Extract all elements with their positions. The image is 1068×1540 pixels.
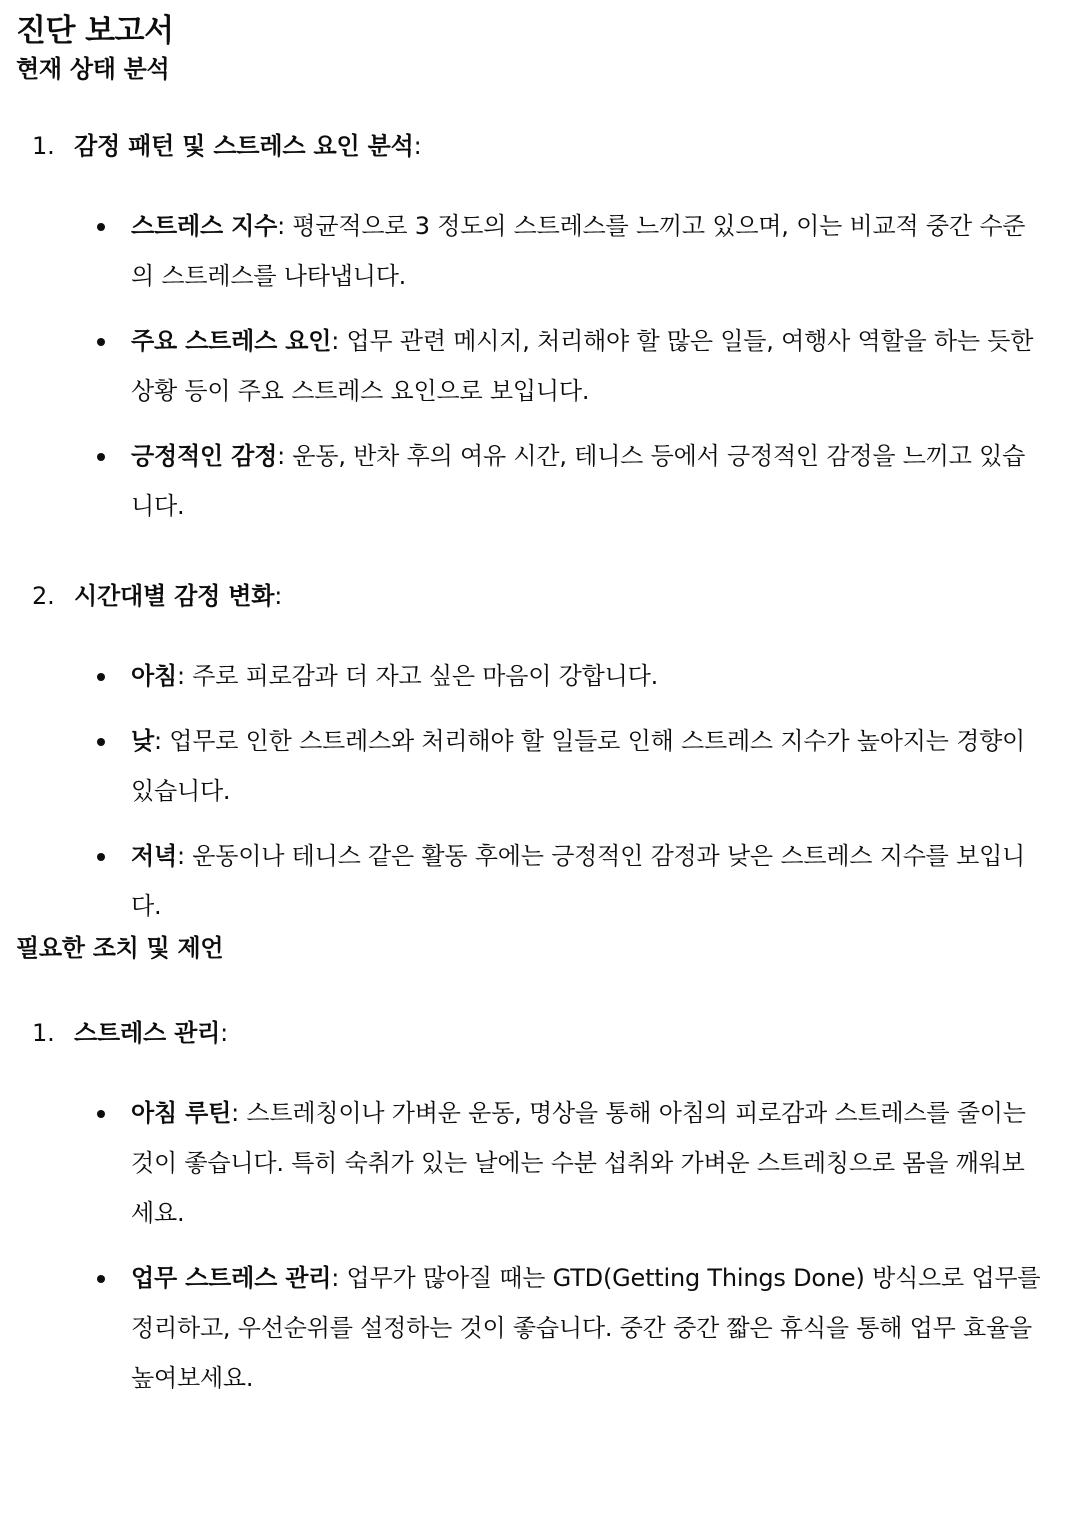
bullet-label: 스트레스 지수: [131, 212, 278, 240]
step-number: 2.: [32, 582, 55, 610]
bullet-text: : 업무 관련 메시지, 처리해야 할 많은 일들, 여행사 역할을 하는 듯한 상황 등이 주요 스트레스 요인으로 보입니다.: [131, 327, 1034, 405]
step-heading: [32, 129, 1044, 163]
bullet-label: 긍정적인 감정: [131, 442, 278, 470]
bullet-text: : 스트레칭이나 가벼운 운동, 명상을 통해 아침의 피로감과 스트레스를 줄이는 것이 좋습니다. 특히 숙취가 있는 날에는 수분 섭취와 가벼운 스트레칭으로 몸을 깨워보세요.: [131, 1099, 1026, 1227]
bullet-morning: [74, 651, 1044, 701]
bullet-dot: [97, 738, 105, 746]
bullet-text: : 주로 피로감과 더 자고 싶은 마음이 강합니다.: [176, 662, 658, 690]
section-heading-current-status: 현재 상태 분석: [16, 55, 170, 83]
step-stress-management: [16, 1016, 1044, 1403]
bullet-dot: [97, 453, 105, 461]
bullet-work-stress-management: [74, 1253, 1044, 1403]
step-colon: :: [274, 582, 283, 610]
step-title: 감정 패턴 및 스트레스 요인 분석: [74, 132, 414, 160]
current-status-list: [16, 129, 1044, 931]
bullet-label: 업무 스트레스 관리: [131, 1264, 332, 1292]
bullet-main-stressors: [74, 316, 1044, 416]
step-time-emotion-change: [16, 579, 1044, 931]
bullet-dot: [97, 673, 105, 681]
bullet-list: [74, 1088, 1044, 1403]
step-number: 1.: [32, 132, 55, 160]
actions-list: [16, 1016, 1044, 1403]
bullet-text: : 운동, 반차 후의 여유 시간, 테니스 등에서 긍정적인 감정을 느끼고 있습니다.: [131, 442, 1026, 520]
bullet-label: 아침 루틴: [131, 1099, 232, 1127]
bullet-label: 저녁: [131, 842, 177, 870]
bullet-dot: [97, 338, 105, 346]
step-number: 1.: [32, 1019, 55, 1047]
bullet-label: 낮: [131, 727, 154, 755]
step-colon: :: [413, 132, 422, 160]
bullet-evening: [74, 831, 1044, 931]
bullet-list: [74, 651, 1044, 931]
section-heading-actions: 필요한 조치 및 제언: [16, 934, 224, 962]
bullet-dot: [97, 223, 105, 231]
bullet-list: [74, 201, 1044, 531]
step-heading: [32, 579, 1044, 613]
bullet-morning-routine: [74, 1088, 1044, 1238]
bullet-daytime: [74, 716, 1044, 816]
bullet-dot: [97, 853, 105, 861]
bullet-text: : 업무가 많아질 때는 GTD(Getting Things Done) 방식으로 업무를 정리하고, 우선순위를 설정하는 것이 좋습니다. 중간 중간 짧은 휴식을 통해 업무 효율을 높여보세요.: [131, 1264, 1041, 1392]
step-title: 스트레스 관리: [74, 1019, 221, 1047]
bullet-label: 아침: [131, 662, 177, 690]
bullet-dot: [97, 1110, 105, 1118]
step-heading: [32, 1016, 1044, 1050]
bullet-dot: [97, 1275, 105, 1283]
bullet-text: : 운동이나 테니스 같은 활동 후에는 긍정적인 감정과 낮은 스트레스 지수를 보입니다.: [131, 842, 1026, 920]
step-emotion-stress-analysis: [16, 129, 1044, 531]
bullet-label: 주요 스트레스 요인: [131, 327, 332, 355]
step-colon: :: [220, 1019, 228, 1047]
bullet-text: : 평균적으로 3 정도의 스트레스를 느끼고 있으며, 이는 비교적 중간 수준의 스트레스를 나타냅니다.: [131, 212, 1026, 290]
report-title: 진단 보고서: [16, 13, 174, 49]
step-title: 시간대별 감정 변화: [74, 582, 275, 610]
bullet-text: : 업무로 인한 스트레스와 처리해야 할 일들로 인해 스트레스 지수가 높아지는 경향이 있습니다.: [131, 727, 1026, 805]
bullet-positive-emotions: [74, 431, 1044, 531]
bullet-stress-index: [74, 201, 1044, 301]
